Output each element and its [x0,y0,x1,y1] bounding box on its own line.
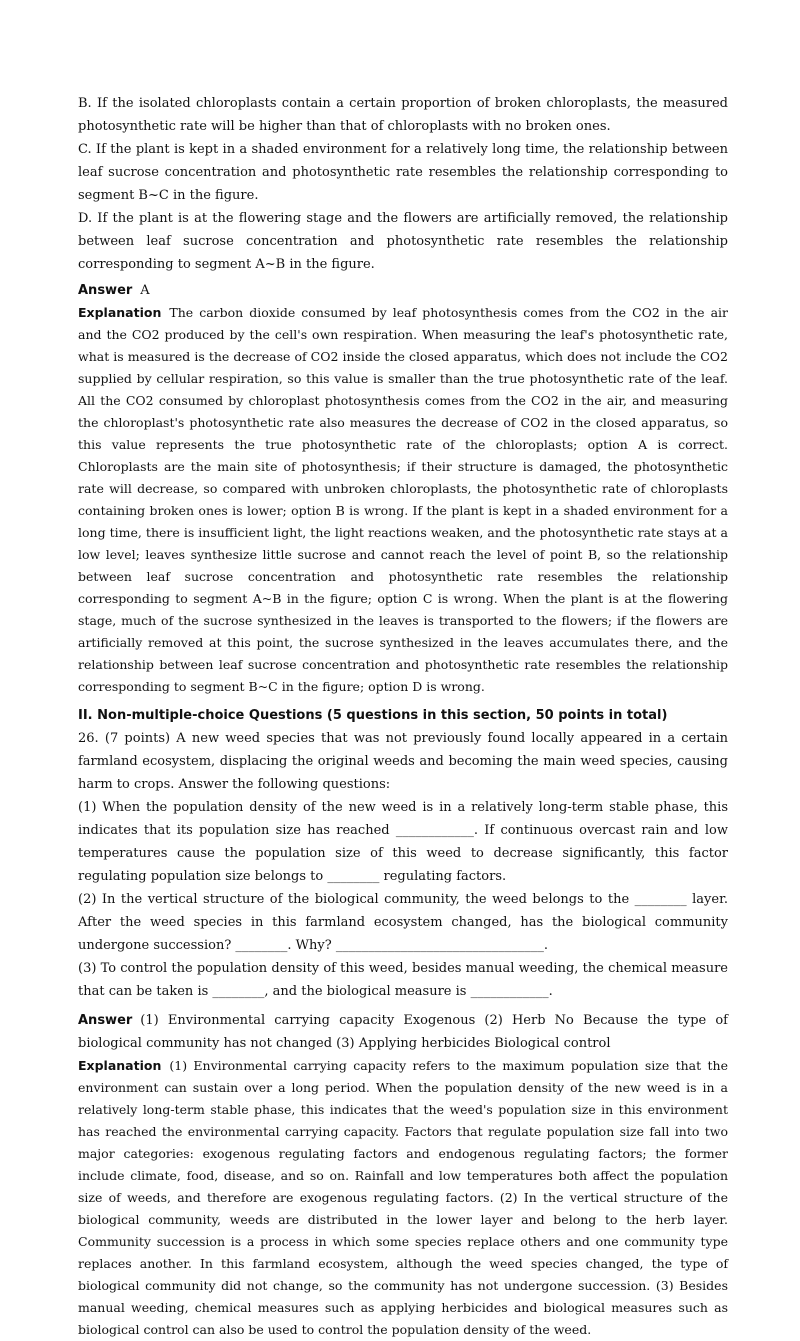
answer-26-label: Answer [78,1013,133,1028]
content-column [78,92,728,1341]
answer-26-line [78,1009,728,1055]
explanation-label: Explanation [78,305,162,320]
question-26-stem: 26. (7 points) A new weed species that was not previously found locally appeared in a certain farmland ecosystem, displacing the original weeds and becoming the main weed species, causing harm to crops. Answer the following questions: [78,731,728,792]
option-c: C. If the plant is kept in a shaded environment for a relatively long time, the relationship between leaf sucrose concentration and photosynthetic rate resembles the relationship corresponding to segment B~C in the figure. [78,142,728,203]
option-d: D. If the plant is at the flowering stage and the flowers are artificially removed, the relationship between leaf sucrose concentration and photosynthetic rate resembles the relationship corresponding to segment A~B in the figure. [78,211,728,272]
answer-label: Answer [78,283,133,298]
question-26-sub2: (2) In the vertical structure of the biological community, the weed belongs to the ________ layer. After the weed species in this farmland ecosystem changed, has the biological community undergone succession? ________. Why? ________________________________. [78,892,728,953]
answer-26-value: (1) Environmental carrying capacity Exogenous (2) Herb No Because the type of biological community has not changed (3) Applying herbicides Biological control [78,1013,728,1051]
question-26-sub3: (3) To control the population density of this weed, besides manual weeding, the chemical measure that can be taken is ________, and the biological measure is ____________. [78,961,728,999]
option-b: B. If the isolated chloroplasts contain a certain proportion of broken chloroplasts, the measured photosynthetic rate will be higher than that of chloroplasts with no broken ones. [78,96,728,134]
explanation-26-paragraph [78,1055,728,1341]
answer-line [78,279,728,302]
explanation-26-label: Explanation [78,1058,162,1073]
explanation-paragraph [78,302,728,698]
section-title: II. Non-multiple-choice Questions (5 questions in this section, 50 points in total) [78,708,668,723]
question-26-sub1: (1) When the population density of the new weed is in a relatively long-term stable phase, this indicates that its population size has reached ____________. If continuous overcast rain and low temperatures cause the population size of this weed to decrease significantly, this factor regulating population size belongs to ________ regulating factors. [78,800,728,884]
explanation-text: The carbon dioxide consumed by leaf photosynthesis comes from the CO2 in the air and the CO2 produced by the cell's own respiration. When measuring the leaf's photosynthetic rate, what is measured is the decrease of CO2 inside the closed apparatus, which does not include the CO2 supplied by cellular respiration, so this value is smaller than the true photosynthetic rate of the leaf. All the CO2 consumed by chloroplast photosynthesis comes from the CO2 in the air, and measuring the chloroplast's photosynthetic rate also measures the decrease of CO2 in the closed apparatus, so this value represents the true photosynthetic rate of the chloroplasts; option A is correct. Chloroplasts are the main site of photosynthesis; if their structure is damaged, the photosynthetic rate will decrease, so compared with unbroken chloroplasts, the photosynthetic rate of chloroplasts containing broken ones is lower; option B is wrong. If the plant is kept in a shaded environment for a long time, there is insufficient light, the light reactions weaken, and the photosynthetic rate stays at a low level; leaves synthesize little sucrose and cannot reach the level of point B, so the relationship between leaf sucrose concentration and photosynthetic rate resembles the relationship corresponding to segment A~B in the figure; option C is wrong. When the plant is at the flowering stage, much of the sucrose synthesized in the leaves is transported to the flowers; if the flowers are artificially removed at this point, the sucrose synthesized in the leaves accumulates there, and the relationship between leaf sucrose concentration and photosynthetic rate resembles the relationship corresponding to segment B~C in the figure; option D is wrong. [78,305,728,694]
answer-value: A [140,283,150,298]
explanation-26-text: (1) Environmental carrying capacity refers to the maximum population size that the environment can sustain over a long period. When the population density of the new weed is in a relatively long-term stable phase, this indicates that the weed's population size in this environment has reached the environmental carrying capacity. Factors that regulate population size fall into two major categories: exogenous regulating factors and endogenous regulating factors; the former include climate, food, disease, and so on. Rainfall and low temperatures both affect the population size of weeds, and therefore are exogenous regulating factors. (2) In the vertical structure of the biological community, weeds are distributed in the lower layer and belong to the herb layer. Community succession is a process in which some species replace others and one community type replaces another. In this farmland ecosystem, although the weed species changed, the type of biological community did not change, so the community has not undergone succession. (3) Besides manual weeding, chemical measures such as applying herbicides and biological measures such as biological control can also be used to control the population density of the weed. [78,1058,728,1337]
